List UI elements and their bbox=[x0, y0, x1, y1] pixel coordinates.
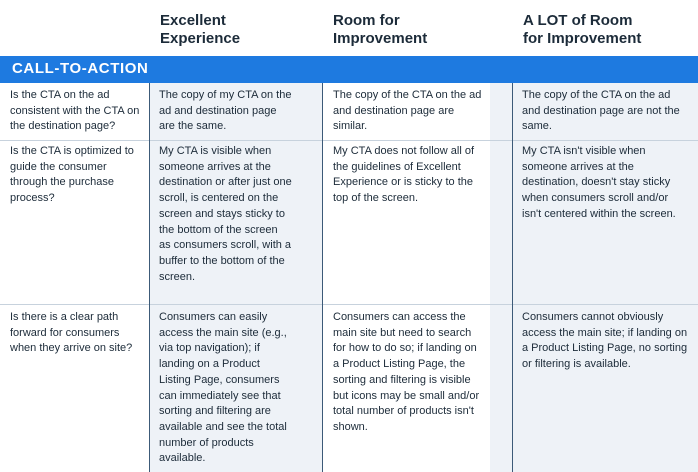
row3-excellent: Consumers can easily access the main site (e.g., via top navigation); if landing on a Product Listing Page, consumers can immediately see that sorting and filtering are available and see the total number of products available. bbox=[159, 311, 287, 465]
header-lot-of-room bbox=[523, 12, 641, 48]
row3-lot: Consumers cannot obviously access the main site; if landing on a Product Listing Page, no sorting or filtering is available. bbox=[522, 311, 688, 371]
row2-room: My CTA does not follow all of the guidelines of Excellent Experience or is sticky to the top of the screen. bbox=[333, 145, 475, 205]
section-banner-call-to-action: CALL-TO-ACTION bbox=[0, 56, 698, 83]
header-excellent-line1: Excellent bbox=[160, 12, 226, 29]
row-divider-2 bbox=[0, 304, 698, 305]
column-divider-1 bbox=[149, 83, 150, 472]
column-divider-3 bbox=[512, 83, 513, 472]
header-room-for-improvement bbox=[333, 12, 427, 48]
gutter-column-shade bbox=[490, 83, 512, 472]
row2-lot: My CTA isn't visible when someone arrives at the destination, doesn't stay sticky when consumers scroll and/or isn't centered within the screen. bbox=[522, 145, 676, 220]
header-room-line1: Room for bbox=[333, 12, 400, 29]
row3-room: Consumers can access the main site but need to search for how to do so; if landing on a Product Listing Page, the sorting and filtering is visible but icons may be small and/or total number of products isn't shown. bbox=[333, 311, 480, 433]
lot-column-shade bbox=[512, 83, 698, 472]
header-room-line2: Improvement bbox=[333, 30, 428, 47]
row2-question: Is the CTA is optimized to guide the consumer through the purchase process? bbox=[10, 145, 134, 205]
header-lot-line1: A LOT of Room bbox=[523, 12, 633, 29]
header-excellent-line2: Experience bbox=[160, 30, 241, 47]
row2-excellent: My CTA is visible when someone arrives at the destination or after just one scroll, is centered on the screen and stays sticky to the bottom of the screen as consumers scroll, with a buffer to the bottom of the screen. bbox=[159, 145, 292, 283]
row1-question: Is the CTA on the ad consistent with the CTA on the destination page? bbox=[10, 89, 140, 133]
header-lot-line2: for Improvement bbox=[523, 30, 642, 47]
row1-excellent: The copy of my CTA on the ad and destination page are the same. bbox=[159, 89, 292, 133]
header-excellent-experience bbox=[160, 12, 240, 48]
column-divider-2 bbox=[322, 83, 323, 472]
row1-lot: The copy of the CTA on the ad and destination page are not the same. bbox=[522, 89, 680, 133]
row-divider-1 bbox=[0, 140, 698, 141]
row3-question: Is there is a clear path forward for consumers when they arrive on site? bbox=[10, 311, 133, 355]
row1-room: The copy of the CTA on the ad and destination page are similar. bbox=[333, 89, 482, 133]
